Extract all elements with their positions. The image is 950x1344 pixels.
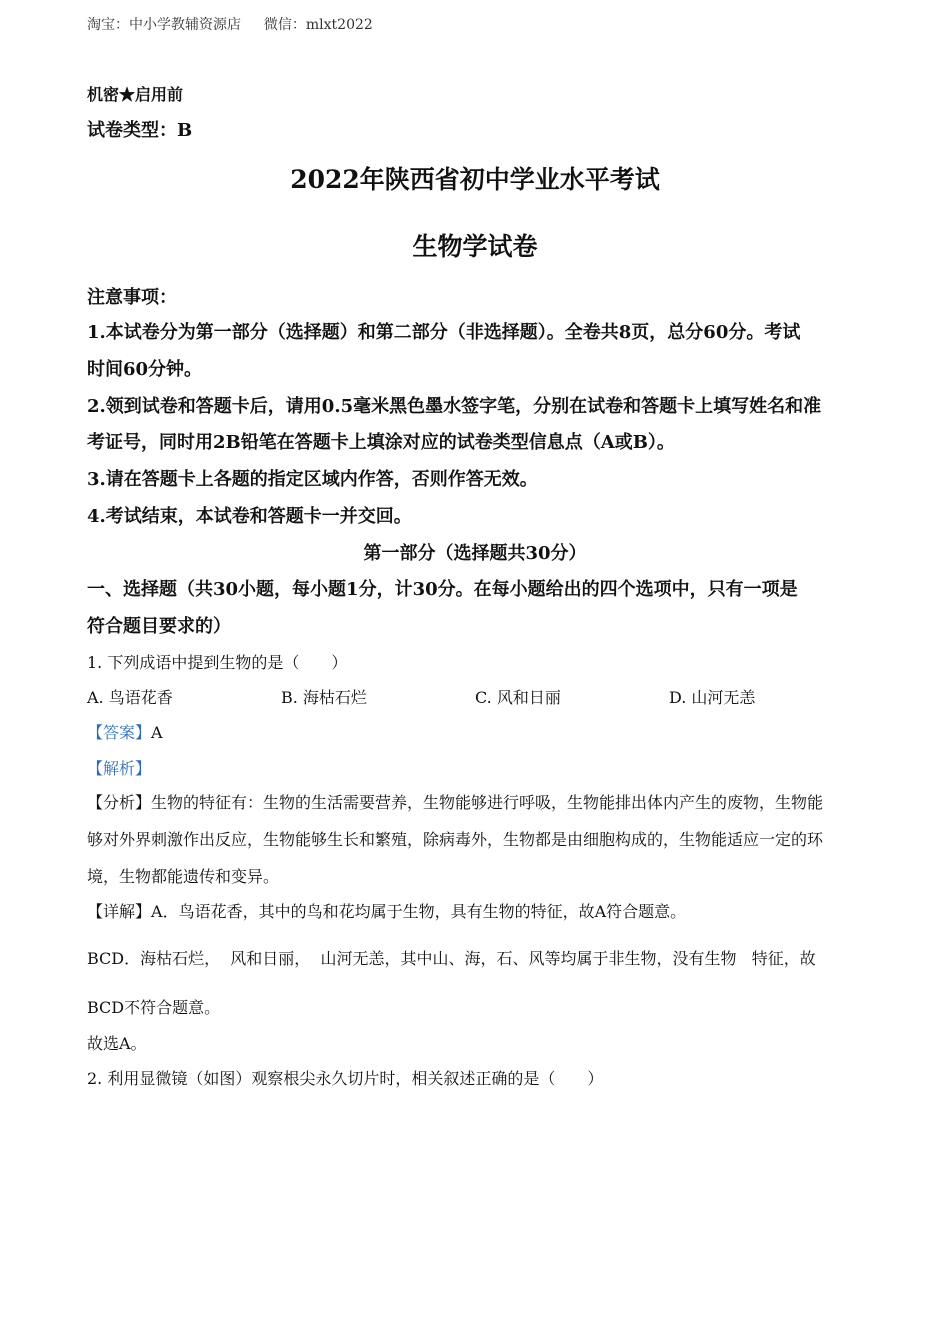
notice-heading: 注意事项： (87, 287, 177, 308)
exam-title: 2022年陕西省初中学业水平考试 (290, 165, 660, 194)
xiangjie-text-1: A．鸟语花香，其中的鸟和花均属于生物，具有生物的特征，故A符合题意。 (151, 902, 687, 921)
question-1-option-d: D. 山河无恙 (669, 688, 756, 707)
confidential-label: 机密★启用前 (87, 85, 184, 104)
conclusion: 故选A。 (87, 1034, 147, 1053)
page-header (87, 14, 373, 34)
question-1-option-a: A. 鸟语花香 (87, 688, 173, 707)
xiangjie-label: 【详解】 (87, 902, 152, 921)
notice-item-4: 4.考试结束，本试卷和答题卡一并交回。 (87, 506, 412, 527)
answer-value: A (151, 723, 163, 742)
question-1-option-b: B. 海枯石烂 (281, 688, 367, 707)
notice-item-3: 3.请在答题卡上各题的指定区域内作答，否则作答无效。 (87, 469, 538, 490)
notice-item-2-line-1: 2.领到试卷和答题卡后，请用0.5毫米黑色墨水签字笔，分别在试卷和答题卡上填写姓名和准 (87, 396, 822, 417)
fenxi-line-3: 境，生物都能遗传和变异。 (87, 867, 280, 886)
notice-item-1-line-2: 时间60分钟。 (87, 359, 203, 380)
xiangjie-line-3: BCD不符合题意。 (87, 998, 221, 1017)
fenxi-text-1: 生物的特征有：生物的生活需要营养，生物能够进行呼吸，生物能排出体内产生的废物，生物能 (151, 793, 824, 812)
section-heading-line-2: 符合题目要求的） (87, 616, 231, 637)
notice-item-1-line-1: 1.本试卷分为第一部分（选择题）和第二部分（非选择题）。全卷共8页，总分60分。考试 (87, 322, 801, 343)
xiangjie-line-1 (87, 899, 686, 922)
header-wechat: 微信：mlxt2022 (263, 17, 373, 33)
exam-subtitle: 生物学试卷 (412, 232, 538, 261)
question-1-stem: 1. 下列成语中提到生物的是（ ） (87, 653, 348, 672)
fenxi-line-1 (87, 790, 823, 813)
section-heading-line-1: 一、选择题（共30小题，每小题1分，计30分。在每小题给出的四个选项中，只有一项是 (87, 579, 798, 600)
paper-type-label: 试卷类型：B (87, 120, 193, 141)
part1-heading: 第一部分（选择题共30分） (363, 543, 587, 564)
analysis-label: 【解析】 (87, 759, 152, 778)
fenxi-label: 【分析】 (87, 793, 152, 812)
notice-item-2-line-2: 考证号，同时用2B铅笔在答题卡上填涂对应的试卷类型信息点（A或B）。 (87, 432, 675, 453)
fenxi-line-2: 够对外界刺激作出反应，生物能够生长和繁殖，除病毒外，生物都是由细胞构成的，生物能适应一定的环 (87, 830, 824, 849)
xiangjie-line-2: BCD．海枯石烂， 风和日丽， 山河无恙，其中山、海，石、风等均属于非生物，没有生物 特征，故 (87, 949, 816, 968)
question-2-stem: 2. 利用显微镜（如图）观察根尖永久切片时，相关叙述正确的是（ ） (87, 1069, 604, 1088)
question-1-option-c: C. 风和日丽 (475, 688, 561, 707)
header-shop: 淘宝：中小学教辅资源店 (87, 17, 241, 33)
answer-line (87, 720, 163, 743)
answer-label: 【答案】 (87, 723, 152, 742)
